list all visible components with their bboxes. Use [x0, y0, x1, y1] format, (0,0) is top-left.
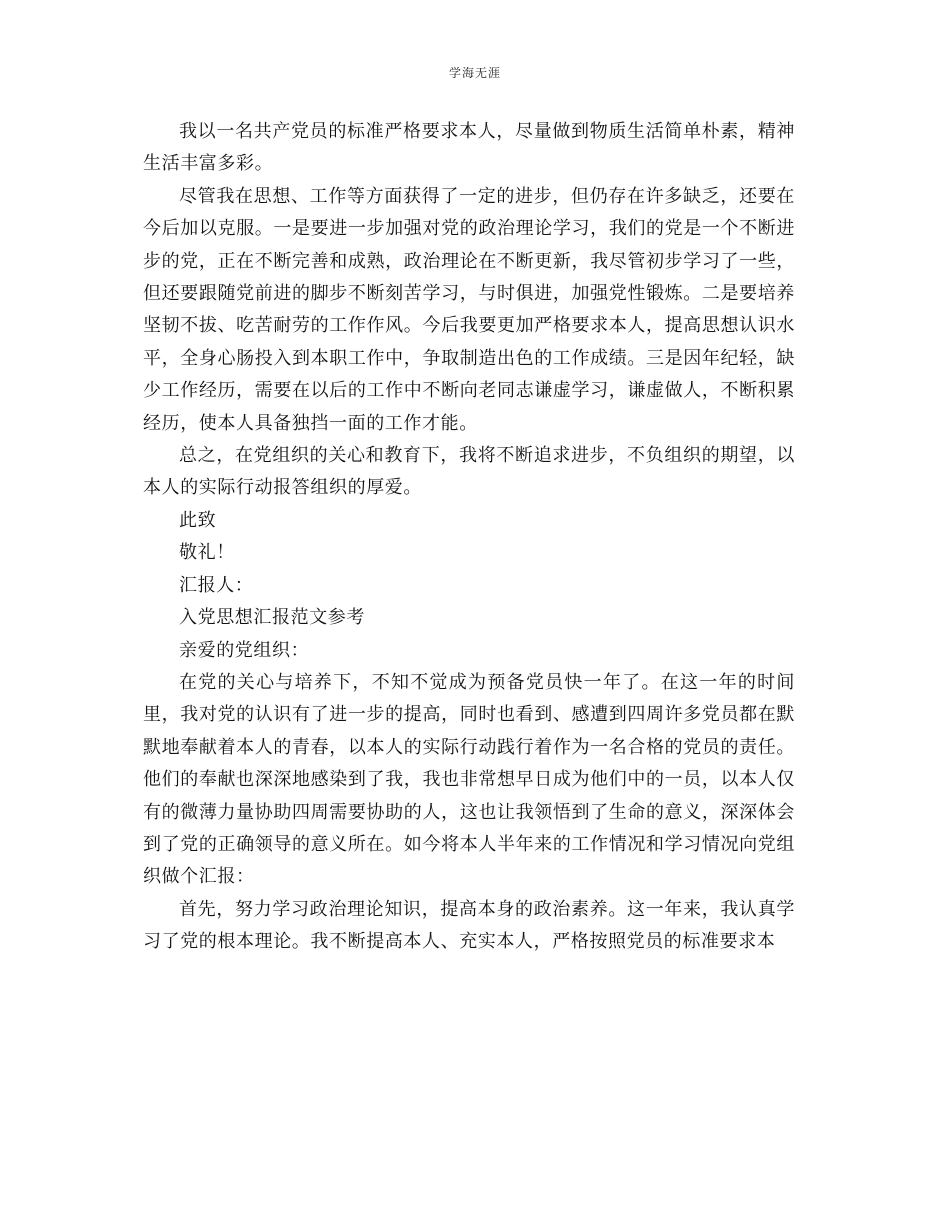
section-title: 入党思想汇报范文参考	[179, 607, 365, 629]
reporter-line: 汇报人：	[179, 574, 254, 596]
salutation-line: 敬礼！	[179, 542, 235, 564]
paragraph: 在党的关心与培养下，不知不觉成为预备党员快一年了。在这一年的时间里，我对党的认识有了进一步的提高，同时也看到、感遭到四周许多党员都在默默地奉献着本人的青春，以本人的实际行动践行着作为一名合格的党员的责任。他们的奉献也深深地感染到了我，我也非常想早日成为他们中的一员，以本人仅有的微薄力量协助四周需要协助的人，这也让我领悟到了生命的意义，深深体会到了党的正确领导的意义所在。如今将本人半年来的工作情况和学习情况向党组织做个汇报：	[143, 671, 795, 888]
document-body	[143, 116, 795, 959]
paragraph: 我以一名共产党员的标准严格要求本人，尽量做到物质生活简单朴素，精神生活丰富多彩。	[143, 121, 795, 175]
paragraph: 尽管我在思想、工作等方面获得了一定的进步，但仍存在许多缺乏，还要在今后加以克服。一是要进一步加强对党的政治理论学习，我们的党是一个不断进步的党，正在不断完善和成熟，政治理论在不断更新，我尽管初步学习了一些，但还要跟随党前进的脚步不断刻苦学习，与时俱进，加强党性锻炼。二是要培养坚韧不拔、吃苦耐劳的工作作风。今后我要更加严格要求本人，提高思想认识水平，全身心肠投入到本职工作中，争取制造出色的工作成绩。三是因年纪轻，缺少工作经历，需要在以后的工作中不断向老同志谦虚学习，谦虚做人，不断积累经历，使本人具备独挡一面的工作才能。	[143, 185, 795, 434]
salutation-line: 此致	[179, 509, 217, 531]
paragraph: 总之，在党组织的关心和教育下，我将不断追求进步，不负组织的期望，以本人的实际行动报答组织的厚爱。	[143, 445, 795, 499]
page-header: 学海无涯	[448, 66, 501, 80]
greeting-line: 亲爱的党组织：	[179, 639, 310, 661]
paragraph: 首先，努力学习政治理论知识，提高本身的政治素养。这一年来，我认真学习了党的根本理论。我不断提高本人、充实本人，严格按照党员的标准要求本	[143, 898, 795, 953]
